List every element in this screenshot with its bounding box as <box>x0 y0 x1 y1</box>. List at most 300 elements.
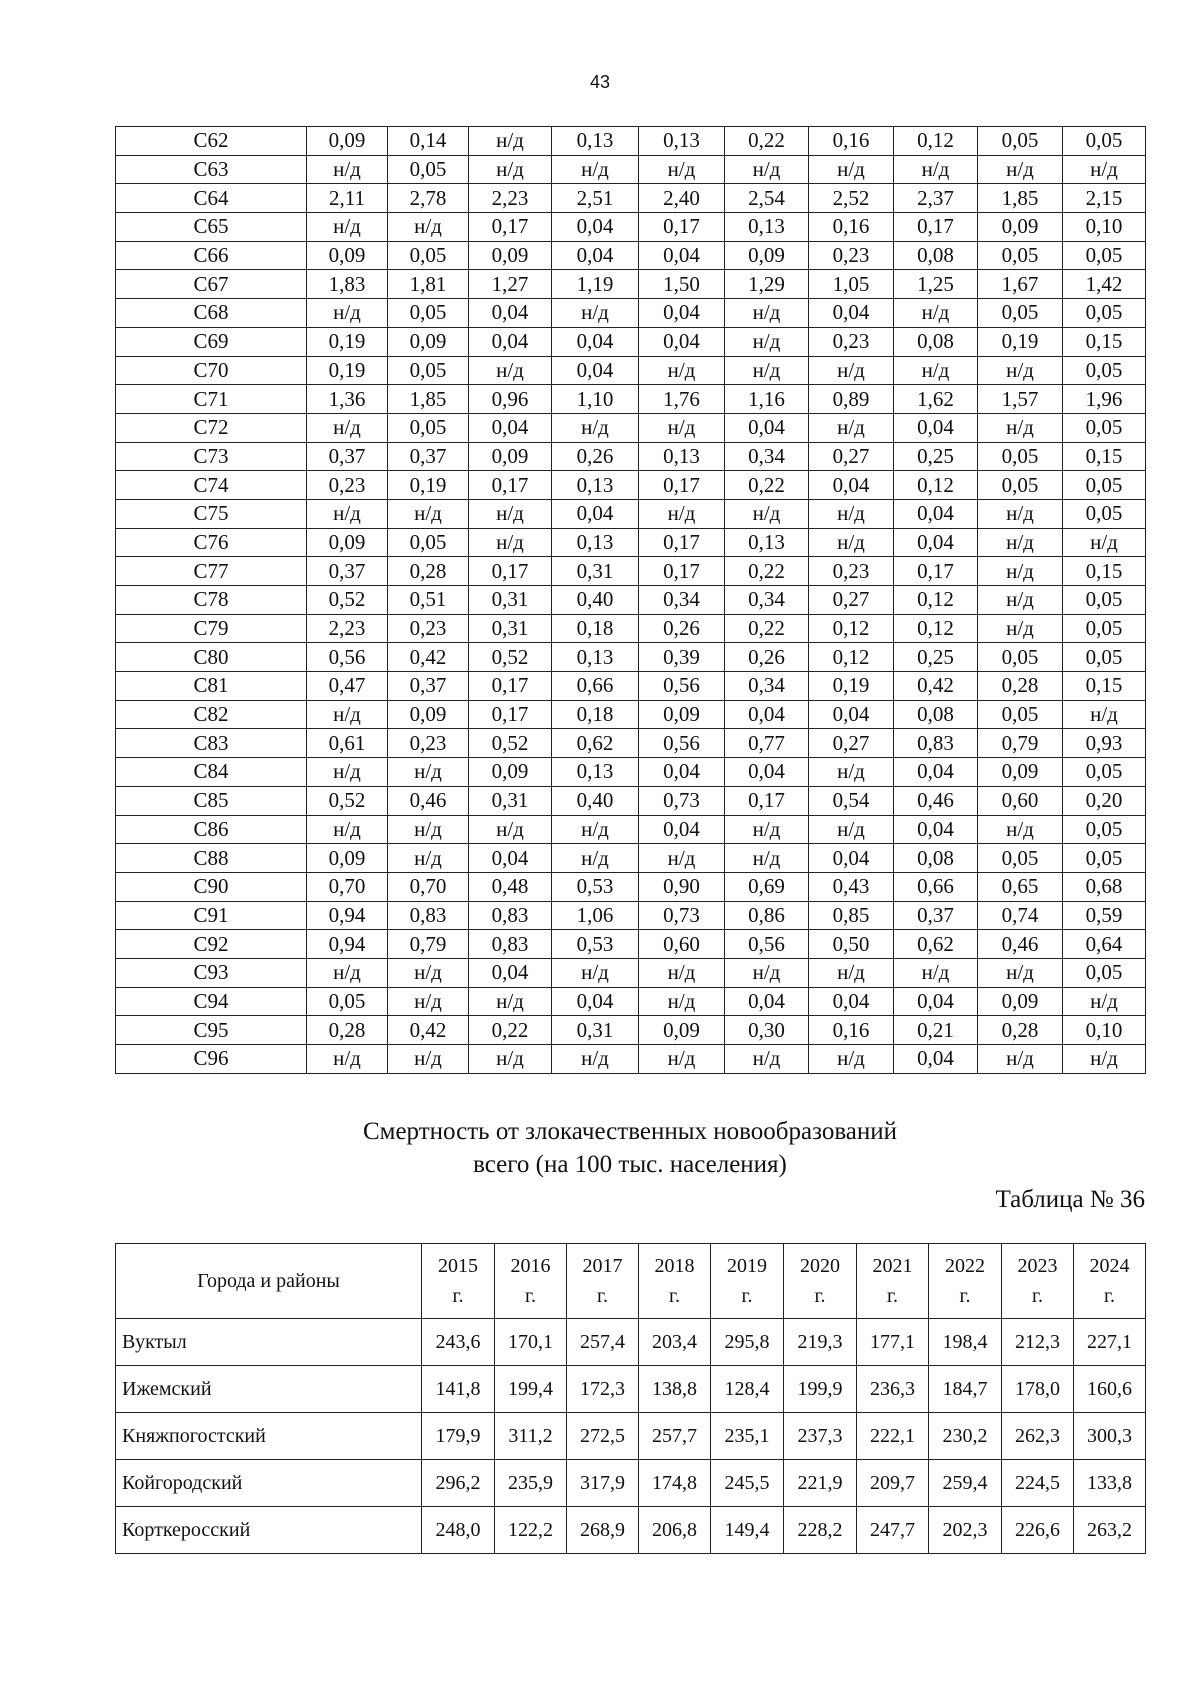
value-cell: 0,05 <box>978 241 1063 270</box>
value-cell: 0,13 <box>552 471 639 500</box>
value-cell: 0,19 <box>307 356 388 385</box>
value-cell: 0,04 <box>469 844 552 873</box>
value-cell: 0,62 <box>894 930 978 959</box>
value-cell: 0,04 <box>639 815 725 844</box>
value-cell: н/д <box>469 127 552 156</box>
header-year <box>567 1244 639 1319</box>
value-cell: н/д <box>809 528 894 557</box>
table-row <box>116 901 1146 930</box>
code-cell: C83 <box>116 729 307 758</box>
value-cell: 272,5 <box>567 1413 639 1460</box>
code-cell: C90 <box>116 872 307 901</box>
value-cell: 1,27 <box>469 270 552 299</box>
value-cell: 0,17 <box>639 471 725 500</box>
value-cell: 0,93 <box>1063 729 1146 758</box>
value-cell: 263,2 <box>1074 1507 1146 1554</box>
value-cell: 0,04 <box>552 356 639 385</box>
value-cell: 0,04 <box>552 241 639 270</box>
value-cell: н/д <box>639 356 725 385</box>
value-cell: н/д <box>1063 700 1146 729</box>
value-cell: 0,05 <box>978 471 1063 500</box>
value-cell: 0,73 <box>639 901 725 930</box>
value-cell: 226,6 <box>1002 1507 1074 1554</box>
value-cell: 0,85 <box>809 901 894 930</box>
value-cell: 1,96 <box>1063 385 1146 414</box>
district-name-cell: Вуктыл <box>116 1319 422 1366</box>
table-row <box>116 413 1146 442</box>
code-cell: C86 <box>116 815 307 844</box>
code-cell: C77 <box>116 557 307 586</box>
value-cell: 2,23 <box>307 614 388 643</box>
value-cell: 0,05 <box>1063 586 1146 615</box>
value-cell: 0,05 <box>1063 815 1146 844</box>
code-cell: C67 <box>116 270 307 299</box>
header-year-value: 2019 <box>727 1255 767 1277</box>
value-cell: 0,23 <box>809 241 894 270</box>
code-cell: C62 <box>116 127 307 156</box>
value-cell: 1,16 <box>725 385 809 414</box>
value-cell: 0,70 <box>307 872 388 901</box>
value-cell: 0,25 <box>894 643 978 672</box>
value-cell: 2,52 <box>809 184 894 213</box>
value-cell: н/д <box>809 413 894 442</box>
value-cell: 0,79 <box>978 729 1063 758</box>
header-year-value: 2020 <box>800 1255 840 1277</box>
table-row <box>116 557 1146 586</box>
value-cell: н/д <box>725 155 809 184</box>
value-cell: 0,86 <box>725 901 809 930</box>
value-cell: 0,90 <box>639 872 725 901</box>
value-cell: 0,05 <box>978 643 1063 672</box>
value-cell: 0,05 <box>978 299 1063 328</box>
value-cell: н/д <box>307 155 388 184</box>
value-cell: 0,17 <box>469 672 552 701</box>
value-cell: н/д <box>978 413 1063 442</box>
value-cell: н/д <box>809 758 894 787</box>
table-row <box>116 586 1146 615</box>
value-cell: 0,04 <box>725 987 809 1016</box>
value-cell: 128,4 <box>711 1366 784 1413</box>
value-cell: 203,4 <box>639 1319 711 1366</box>
value-cell: 160,6 <box>1074 1366 1146 1413</box>
value-cell: 178,0 <box>1002 1366 1074 1413</box>
value-cell: 0,56 <box>725 930 809 959</box>
value-cell: 0,05 <box>307 987 388 1016</box>
value-cell: н/д <box>388 499 469 528</box>
value-cell: 0,61 <box>307 729 388 758</box>
value-cell: н/д <box>725 356 809 385</box>
code-cell: C70 <box>116 356 307 385</box>
value-cell: н/д <box>552 1045 639 1074</box>
value-cell: 0,05 <box>1063 614 1146 643</box>
value-cell: н/д <box>469 987 552 1016</box>
value-cell: 0,43 <box>809 872 894 901</box>
value-cell: 0,52 <box>469 729 552 758</box>
value-cell: 0,04 <box>725 413 809 442</box>
value-cell: н/д <box>725 327 809 356</box>
value-cell: н/д <box>307 815 388 844</box>
value-cell: 0,70 <box>388 872 469 901</box>
value-cell: 0,04 <box>894 758 978 787</box>
table-row <box>116 958 1146 987</box>
value-cell: 235,1 <box>711 1413 784 1460</box>
value-cell: н/д <box>1063 155 1146 184</box>
header-year-suffix: г. <box>597 1285 608 1307</box>
value-cell: 0,48 <box>469 872 552 901</box>
value-cell: 0,04 <box>809 987 894 1016</box>
value-cell: 0,21 <box>894 1016 978 1045</box>
value-cell: 2,23 <box>469 184 552 213</box>
value-cell: 0,09 <box>978 758 1063 787</box>
value-cell: 0,17 <box>469 471 552 500</box>
value-cell: 0,59 <box>1063 901 1146 930</box>
value-cell: н/д <box>388 213 469 242</box>
value-cell: 2,51 <box>552 184 639 213</box>
table-number: Таблица № 36 <box>995 1186 1145 1213</box>
value-cell: 0,37 <box>388 672 469 701</box>
value-cell: н/д <box>388 815 469 844</box>
table-title-line-1: Смертность от злокачественных новообразований <box>362 1118 898 1145</box>
value-cell: 1,57 <box>978 385 1063 414</box>
header-cities-districts: Города и районы <box>116 1244 422 1319</box>
value-cell: 0,05 <box>1063 413 1146 442</box>
code-cell: C75 <box>116 499 307 528</box>
value-cell: 0,04 <box>639 299 725 328</box>
table-row <box>116 385 1146 414</box>
value-cell: 0,04 <box>725 700 809 729</box>
value-cell: 122,2 <box>495 1507 567 1554</box>
value-cell: н/д <box>978 958 1063 987</box>
value-cell: 0,05 <box>1063 241 1146 270</box>
value-cell: н/д <box>469 1045 552 1074</box>
value-cell: 0,52 <box>469 643 552 672</box>
value-cell: 0,12 <box>894 586 978 615</box>
value-cell: 243,6 <box>422 1319 495 1366</box>
value-cell: 0,04 <box>469 327 552 356</box>
value-cell: 1,10 <box>552 385 639 414</box>
value-cell: 0,04 <box>809 471 894 500</box>
value-cell: 0,22 <box>725 127 809 156</box>
table-row <box>116 1413 1146 1460</box>
value-cell: 0,05 <box>1063 471 1146 500</box>
value-cell: 0,34 <box>725 586 809 615</box>
value-cell: н/д <box>307 413 388 442</box>
value-cell: 0,13 <box>725 528 809 557</box>
value-cell: 212,3 <box>1002 1319 1074 1366</box>
code-cell: C66 <box>116 241 307 270</box>
value-cell: н/д <box>894 299 978 328</box>
value-cell: н/д <box>809 958 894 987</box>
value-cell: 0,09 <box>639 700 725 729</box>
table-row <box>116 1045 1146 1074</box>
table-row <box>116 241 1146 270</box>
value-cell: 0,23 <box>307 471 388 500</box>
code-cell: C74 <box>116 471 307 500</box>
header-year-suffix: г. <box>1104 1285 1115 1307</box>
value-cell: 0,17 <box>894 213 978 242</box>
value-cell: 177,1 <box>857 1319 929 1366</box>
value-cell: 0,28 <box>978 672 1063 701</box>
value-cell: 1,05 <box>809 270 894 299</box>
table-row <box>116 1016 1146 1045</box>
value-cell: 1,19 <box>552 270 639 299</box>
code-cell: C78 <box>116 586 307 615</box>
code-cell: C63 <box>116 155 307 184</box>
value-cell: 0,94 <box>307 930 388 959</box>
value-cell: 0,20 <box>1063 786 1146 815</box>
code-cell: C85 <box>116 786 307 815</box>
value-cell: 0,10 <box>1063 213 1146 242</box>
table-row <box>116 815 1146 844</box>
value-cell: н/д <box>978 586 1063 615</box>
value-cell: 0,37 <box>307 442 388 471</box>
value-cell: 0,05 <box>978 844 1063 873</box>
value-cell: 1,42 <box>1063 270 1146 299</box>
value-cell: 0,04 <box>894 1045 978 1074</box>
value-cell: н/д <box>469 499 552 528</box>
value-cell: 0,39 <box>639 643 725 672</box>
value-cell: 0,09 <box>307 127 388 156</box>
value-cell: 0,05 <box>1063 643 1146 672</box>
value-cell: 0,28 <box>307 1016 388 1045</box>
value-cell: н/д <box>725 958 809 987</box>
value-cell: н/д <box>894 155 978 184</box>
value-cell: н/д <box>978 528 1063 557</box>
value-cell: 0,04 <box>639 327 725 356</box>
code-cell: C71 <box>116 385 307 414</box>
value-cell: 0,15 <box>1063 557 1146 586</box>
value-cell: 0,69 <box>725 872 809 901</box>
value-cell: 0,64 <box>1063 930 1146 959</box>
value-cell: н/д <box>388 958 469 987</box>
page-number: 43 <box>589 72 611 92</box>
value-cell: н/д <box>978 815 1063 844</box>
mortality-table-body <box>116 1319 1146 1554</box>
value-cell: н/д <box>307 958 388 987</box>
table-row <box>116 213 1146 242</box>
value-cell: 0,13 <box>552 643 639 672</box>
value-cell: 247,7 <box>857 1507 929 1554</box>
value-cell: 0,12 <box>809 643 894 672</box>
value-cell: 0,19 <box>307 327 388 356</box>
code-cell: C92 <box>116 930 307 959</box>
value-cell: 0,31 <box>552 557 639 586</box>
value-cell: 0,22 <box>469 1016 552 1045</box>
value-cell: 0,83 <box>388 901 469 930</box>
value-cell: 0,05 <box>388 241 469 270</box>
value-cell: 0,05 <box>388 528 469 557</box>
value-cell: 0,18 <box>552 700 639 729</box>
value-cell: 0,05 <box>388 356 469 385</box>
value-cell: 170,1 <box>495 1319 567 1366</box>
value-cell: 0,14 <box>388 127 469 156</box>
value-cell: 174,8 <box>639 1460 711 1507</box>
value-cell: 0,26 <box>639 614 725 643</box>
table-row <box>116 528 1146 557</box>
value-cell: 0,04 <box>809 299 894 328</box>
value-cell: 0,08 <box>894 844 978 873</box>
value-cell: 199,9 <box>784 1366 857 1413</box>
value-cell: 0,22 <box>725 557 809 586</box>
value-cell: 0,26 <box>725 643 809 672</box>
value-cell: н/д <box>978 614 1063 643</box>
value-cell: н/д <box>725 844 809 873</box>
header-year <box>784 1244 857 1319</box>
value-cell: 1,81 <box>388 270 469 299</box>
value-cell: 0,19 <box>978 327 1063 356</box>
code-cell: C96 <box>116 1045 307 1074</box>
value-cell: 295,8 <box>711 1319 784 1366</box>
value-cell: 257,4 <box>567 1319 639 1366</box>
value-cell: н/д <box>388 987 469 1016</box>
value-cell: 0,13 <box>552 127 639 156</box>
table-row <box>116 127 1146 156</box>
value-cell: 0,23 <box>388 729 469 758</box>
value-cell: н/д <box>552 958 639 987</box>
header-year-value: 2022 <box>945 1255 985 1277</box>
value-cell: 0,27 <box>809 586 894 615</box>
header-year-suffix: г. <box>452 1285 464 1307</box>
value-cell: 0,34 <box>725 442 809 471</box>
value-cell: 0,09 <box>388 327 469 356</box>
value-cell: 0,04 <box>894 815 978 844</box>
value-cell: 0,12 <box>894 614 978 643</box>
table-row <box>116 1319 1146 1366</box>
header-year <box>929 1244 1002 1319</box>
value-cell: 0,08 <box>894 327 978 356</box>
value-cell: н/д <box>978 1045 1063 1074</box>
value-cell: 1,29 <box>725 270 809 299</box>
value-cell: 0,22 <box>725 471 809 500</box>
code-cell: C80 <box>116 643 307 672</box>
value-cell: 0,09 <box>639 1016 725 1045</box>
value-cell: 317,9 <box>567 1460 639 1507</box>
value-cell: н/д <box>725 815 809 844</box>
table-row <box>116 1507 1146 1554</box>
value-cell: 0,04 <box>469 413 552 442</box>
value-cell: 0,17 <box>639 528 725 557</box>
value-cell: 0,04 <box>469 299 552 328</box>
value-cell: 202,3 <box>929 1507 1002 1554</box>
value-cell: 2,37 <box>894 184 978 213</box>
value-cell: н/д <box>639 987 725 1016</box>
code-cell: C82 <box>116 700 307 729</box>
value-cell: 0,08 <box>894 241 978 270</box>
code-cell: C95 <box>116 1016 307 1045</box>
table-row <box>116 930 1146 959</box>
value-cell: н/д <box>1063 1045 1146 1074</box>
value-cell: 0,65 <box>978 872 1063 901</box>
mortality-table-header <box>116 1244 1146 1319</box>
value-cell: 222,1 <box>857 1413 929 1460</box>
value-cell: 0,22 <box>725 614 809 643</box>
value-cell: н/д <box>552 155 639 184</box>
header-year-suffix: г. <box>887 1285 898 1307</box>
table-row <box>116 327 1146 356</box>
value-cell: 0,94 <box>307 901 388 930</box>
header-year <box>1074 1244 1146 1319</box>
value-cell: 149,4 <box>711 1507 784 1554</box>
table-row <box>116 1460 1146 1507</box>
value-cell: 0,17 <box>894 557 978 586</box>
value-cell: 1,25 <box>894 270 978 299</box>
value-cell: н/д <box>978 155 1063 184</box>
value-cell: 0,66 <box>552 672 639 701</box>
table-row <box>116 700 1146 729</box>
value-cell: н/д <box>552 815 639 844</box>
header-year-suffix: г. <box>959 1285 971 1307</box>
header-year-value: 2015 <box>438 1255 478 1277</box>
value-cell: н/д <box>1063 987 1146 1016</box>
header-year-value: 2016 <box>510 1255 551 1277</box>
value-cell: 0,04 <box>639 241 725 270</box>
value-cell: 0,23 <box>809 327 894 356</box>
value-cell: 198,4 <box>929 1319 1002 1366</box>
value-cell: н/д <box>639 1045 725 1074</box>
value-cell: 2,11 <box>307 184 388 213</box>
value-cell: 0,04 <box>725 758 809 787</box>
value-cell: 0,66 <box>894 872 978 901</box>
value-cell: 1,50 <box>639 270 725 299</box>
value-cell: 1,76 <box>639 385 725 414</box>
value-cell: 0,56 <box>639 672 725 701</box>
table-row <box>116 872 1146 901</box>
value-cell: 236,3 <box>857 1366 929 1413</box>
value-cell: 0,23 <box>809 557 894 586</box>
value-cell: 1,85 <box>388 385 469 414</box>
table-row <box>116 786 1146 815</box>
value-cell: 0,19 <box>388 471 469 500</box>
value-cell: 0,17 <box>725 786 809 815</box>
value-cell: 0,05 <box>1063 499 1146 528</box>
value-cell: 0,13 <box>552 528 639 557</box>
value-cell: н/д <box>639 413 725 442</box>
header-year-suffix: г. <box>741 1285 753 1307</box>
value-cell: 0,74 <box>978 901 1063 930</box>
value-cell: 0,53 <box>552 930 639 959</box>
code-cell: C76 <box>116 528 307 557</box>
code-cell: C93 <box>116 958 307 987</box>
value-cell: 0,05 <box>1063 844 1146 873</box>
header-year <box>639 1244 711 1319</box>
header-year-value: 2017 <box>582 1255 623 1277</box>
value-cell: 0,26 <box>552 442 639 471</box>
value-cell: 219,3 <box>784 1319 857 1366</box>
value-cell: 228,2 <box>784 1507 857 1554</box>
value-cell: 0,54 <box>809 786 894 815</box>
value-cell: 0,56 <box>307 643 388 672</box>
value-cell: 1,06 <box>552 901 639 930</box>
value-cell: 0,15 <box>1063 672 1146 701</box>
value-cell: 0,16 <box>809 127 894 156</box>
value-cell: 0,37 <box>894 901 978 930</box>
value-cell: 300,3 <box>1074 1413 1146 1460</box>
value-cell: 0,13 <box>552 758 639 787</box>
value-cell: 179,9 <box>422 1413 495 1460</box>
value-cell: 0,18 <box>552 614 639 643</box>
value-cell: 1,36 <box>307 385 388 414</box>
table-row <box>116 356 1146 385</box>
code-cell: C91 <box>116 901 307 930</box>
value-cell: 0,31 <box>469 614 552 643</box>
value-cell: 0,16 <box>809 213 894 242</box>
value-cell: 0,13 <box>639 127 725 156</box>
value-cell: 0,79 <box>388 930 469 959</box>
value-cell: 0,25 <box>894 442 978 471</box>
value-cell: 0,05 <box>1063 758 1146 787</box>
value-cell: 0,12 <box>894 127 978 156</box>
mortality-table <box>115 1243 1146 1554</box>
